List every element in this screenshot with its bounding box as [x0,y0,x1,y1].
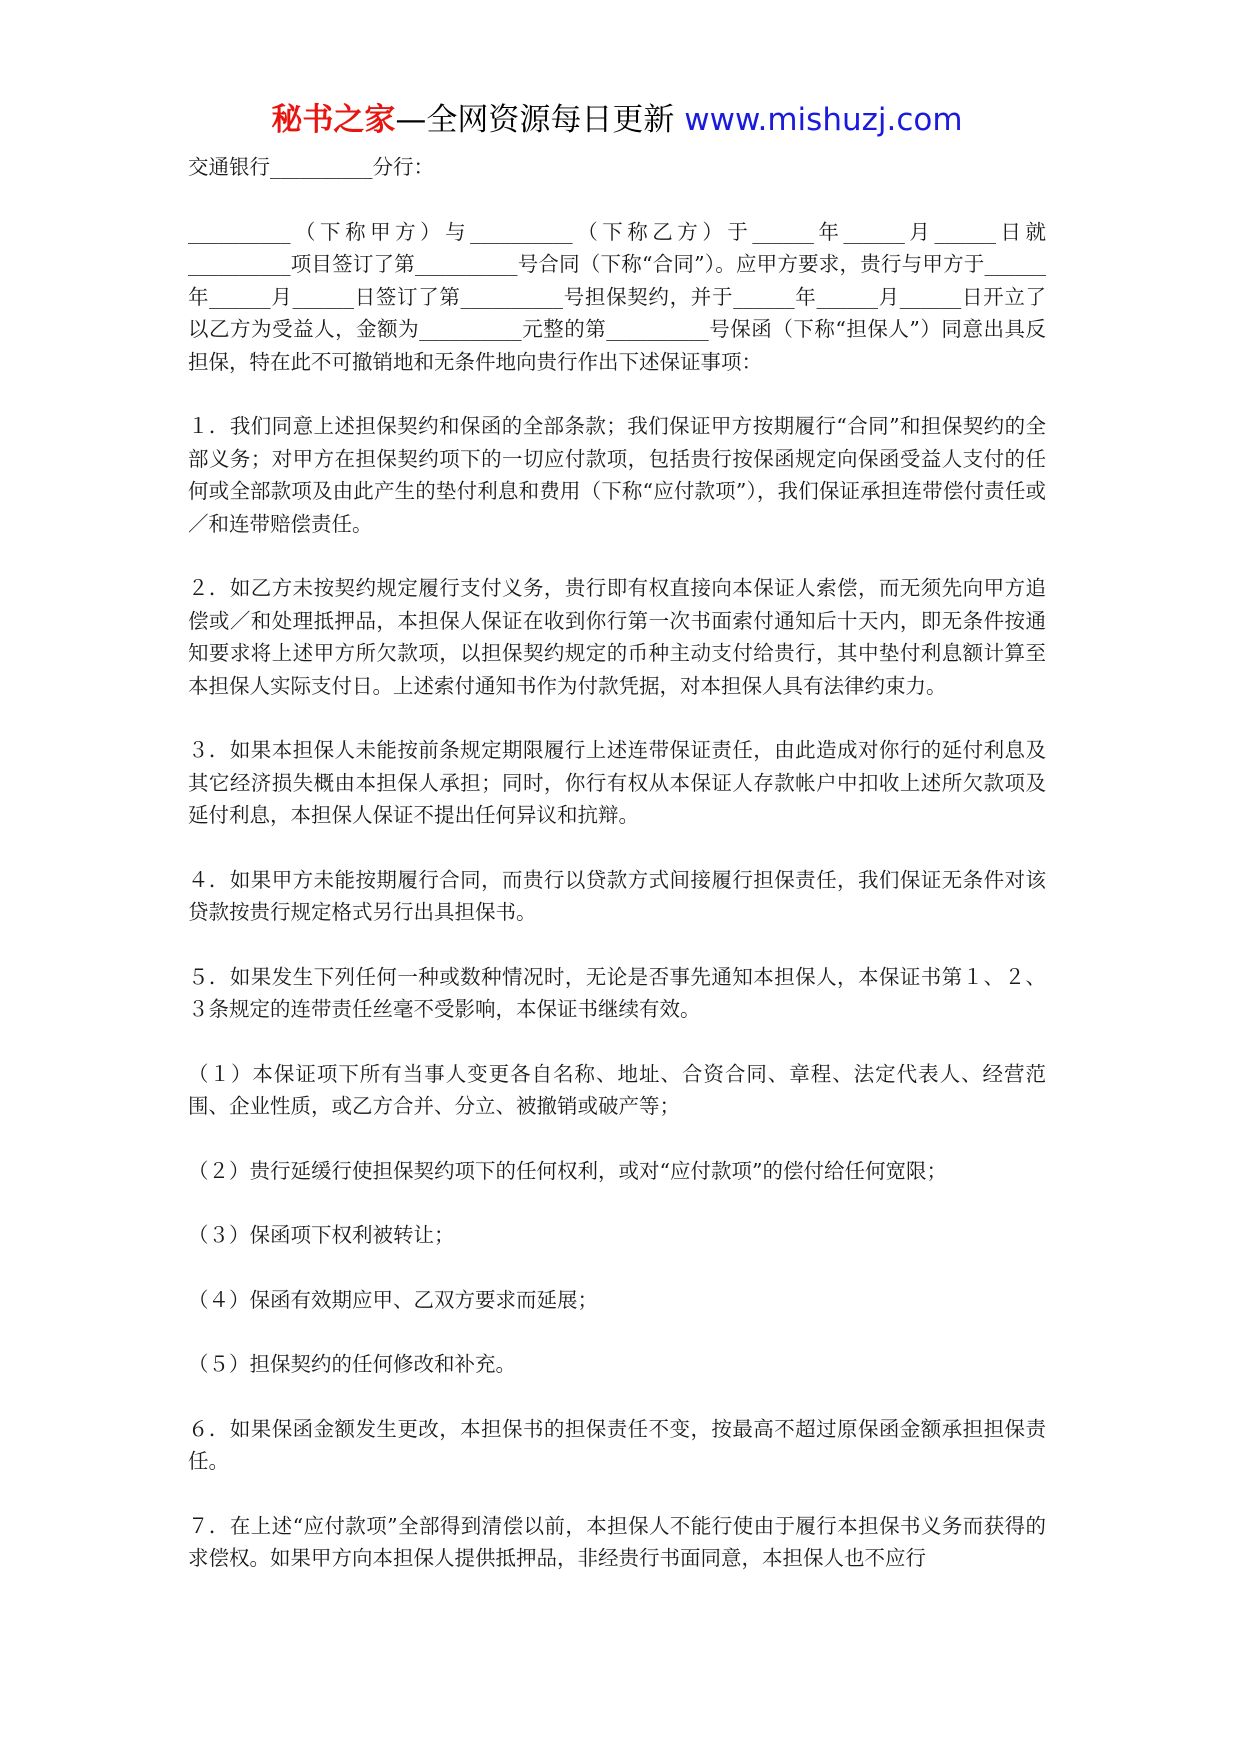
sub-item-3: （３）保函项下权利被转让； [188,1223,455,1247]
sub-item-5: （５）担保契约的任何修改和补充。 [188,1352,516,1376]
site-url: www.mishuzj.com [684,102,963,138]
intro-paragraph: __________（下称甲方）与__________（下称乙方）于______年______月______日就__________项目签订了第__________号合同（下称“合同”）。应甲方要求，贵行与甲方于______年______月______日签订了第__________号担保契约，并于______年______月______日开立了以乙方为受益人，金额为__________元整的第__________号保函（下称“担保人”）同意出具反担保，特在此不可撤销地和无条件地向贵行作出下述保证事项： [188,219,1046,374]
clause-3: ３．如果本担保人未能按前条规定期限履行上述连带保证责任，由此造成对你行的延付利息及其它经济损失概由本担保人承担；同时，你行有权从本保证人存款帐户中扣收上述所欠款项及延付利息，本担保人保证不提出任何异议和抗辩。 [188,738,1046,827]
clause-1: １．我们同意上述担保契约和保函的全部条款；我们保证甲方按期履行“合同”和担保契约的全部义务；对甲方在担保契约项下的一切应付款项，包括贵行按保函规定向保函受益人支付的任何或全部款项及由此产生的垫付利息和费用（下称“应付款项”），我们保证承担连带偿付责任或／和连带赔偿责任。 [188,414,1046,536]
sub-item-2: （２）贵行延缓行使担保契约项下的任何权利，或对“应付款项”的偿付给任何宽限； [188,1158,947,1183]
brand-name: 秘书之家 [271,102,396,138]
header-tagline: —全网资源每日更新 [395,102,685,138]
clause-2: ２．如乙方未按契约规定履行支付义务，贵行即有权直接向本保证人索偿，而无须先向甲方追偿或／和处理抵押品，本担保人保证在收到你行第一次书面索付通知后十天内，即无条件按通知要求将上述甲方所欠款项，以担保契约规定的币种主动支付给贵行，其中垫付利息额计算至本担保人实际支付日。上述索付通知书作为付款凭据，对本担保人具有法律约束力。 [188,576,1046,698]
sub-item-4: （４）保函有效期应甲、乙双方要求而延展； [188,1287,598,1312]
sub-item-1: （１）本保证项下所有当事人变更各自名称、地址、合资合同、章程、法定代表人、经营范围、企业性质，或乙方合并、分立、被撤销或破产等； [188,1061,1046,1118]
clause-6: ６．如果保函金额发生更改，本担保书的担保责任不变，按最高不超过原保函金额承担担保责任。 [188,1416,1046,1473]
site-header [0,100,1234,140]
clause-7: ７．在上述“应付款项”全部得到清偿以前，本担保人不能行使由于履行本担保书义务而获得的求偿权。如果甲方向本担保人提供抵押品，非经贵行书面同意，本担保人也不应行 [188,1513,1046,1570]
document-body [188,151,1046,1607]
clause-5: ５．如果发生下列任何一种或数种情况时，无论是否事先通知本担保人，本保证书第１、２、３条规定的连带责任丝毫不受影响，本保证书继续有效。 [188,964,1046,1021]
addressee-line: 交通银行__________分行： [188,155,434,179]
clause-4: ４．如果甲方未能按期履行合同，而贵行以贷款方式间接履行担保责任，我们保证无条件对该贷款按贵行规定格式另行出具担保书。 [188,867,1046,924]
